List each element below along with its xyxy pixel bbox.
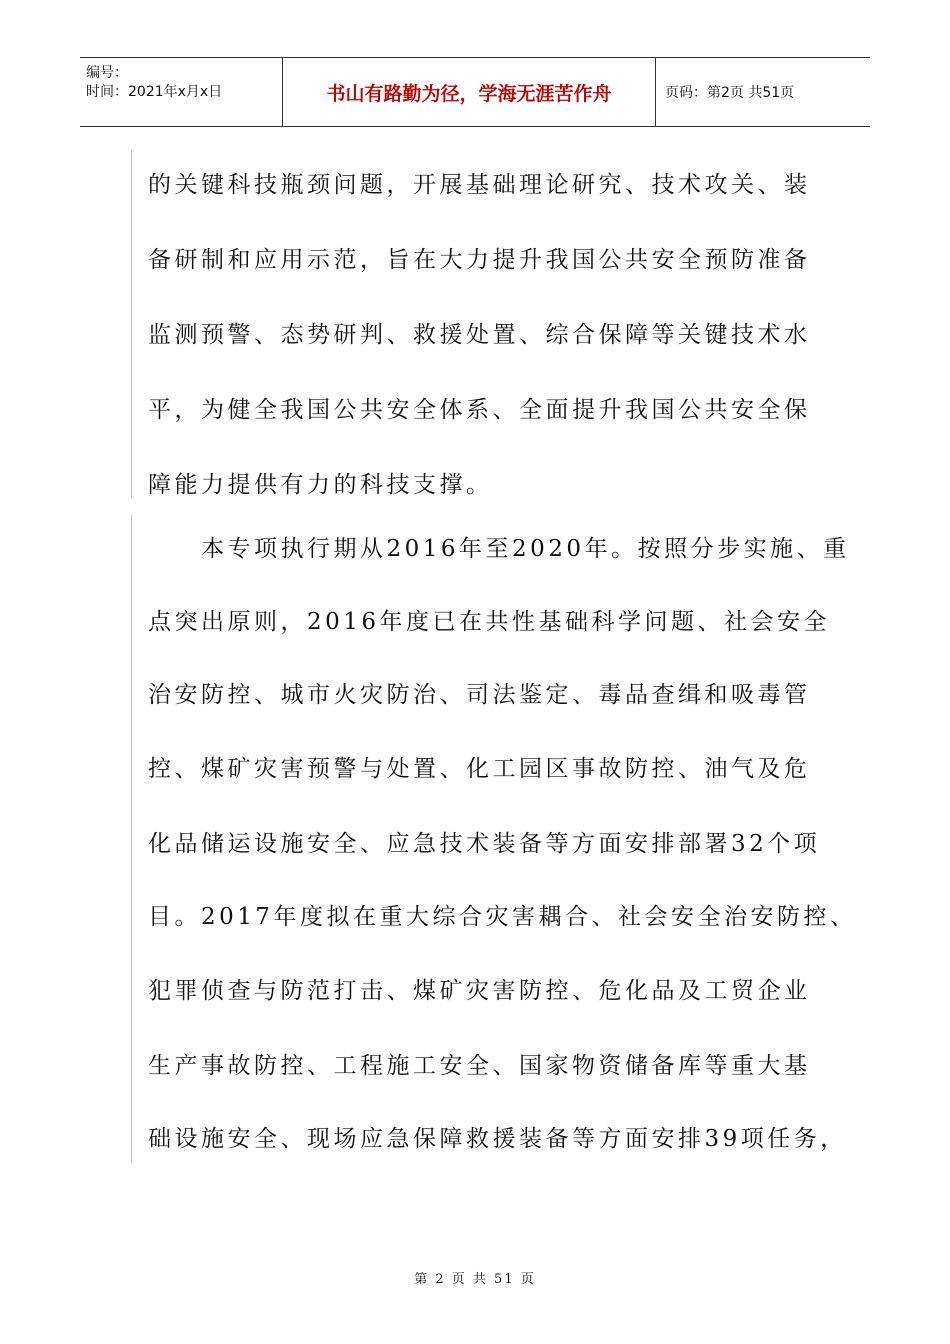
body-line: 平，为健全我国公共安全体系、全面提升我国公共安全保 xyxy=(148,397,811,423)
header-meta xyxy=(86,58,282,132)
body-line: 备研制和应用示范，旨在大力提升我国公共安全预防准备 xyxy=(148,247,811,273)
body-line: 犯罪侦查与防范打击、煤矿灾害防控、危化品及工贸企业 xyxy=(148,978,811,1004)
body-line: 点突出原则，2016年度已在共性基础科学问题、社会安全 xyxy=(148,609,831,635)
date-line: 时间：2021年x月x日 xyxy=(86,84,223,100)
header-page-info: 页码：第2页 共51页 xyxy=(665,85,795,101)
body-line: 本专项执行期从2016年至2020年。按照分步实施、重 xyxy=(148,536,850,562)
body-line: 础设施安全、现场应急保障救援装备等方面安排39项任务， xyxy=(148,1126,847,1152)
body-line: 治安防控、城市火灾防治、司法鉴定、毒品查缉和吸毒管 xyxy=(148,682,811,708)
body-line: 目。2017年度拟在重大综合灾害耦合、社会安全治安防控、 xyxy=(148,904,857,930)
serial-number-label: 编号： xyxy=(86,65,128,81)
body-line: 障能力提供有力的科技支撑。 xyxy=(148,472,493,498)
body-line: 化品储运设施安全、应急技术装备等方面安排部署32个项 xyxy=(148,831,821,857)
margin-rule xyxy=(131,150,132,498)
body-line: 控、煤矿灾害预警与处置、化工园区事故防控、油气及危 xyxy=(148,756,811,782)
page-header xyxy=(80,57,870,127)
body-line: 监测预警、态势研判、救援处置、综合保障等关键技术水 xyxy=(148,322,811,348)
body-line: 的关键科技瓶颈问题，开展基础理论研究、技术攻关、装 xyxy=(148,172,811,198)
page-footer: 第 2 页 共 51 页 xyxy=(414,1272,536,1287)
header-motto: 书山有路勤为径，学海无涯苦作舟 xyxy=(282,58,656,126)
margin-rule xyxy=(131,515,132,1163)
body-line: 生产事故防控、工程施工安全、国家物资储备库等重大基 xyxy=(148,1053,811,1079)
